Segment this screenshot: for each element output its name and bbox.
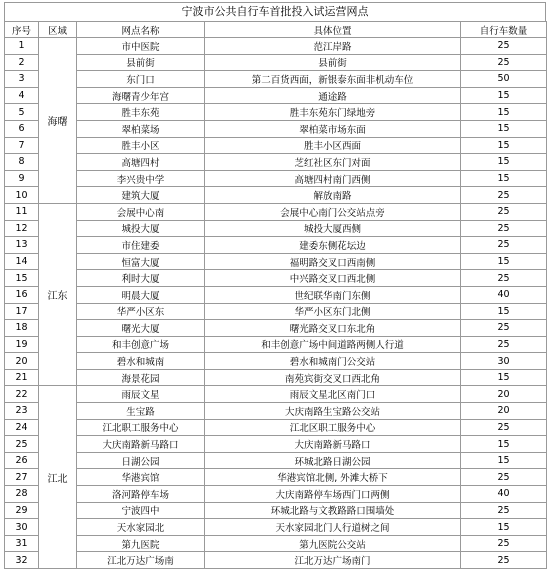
- cell-name: 天水家园北: [77, 519, 205, 536]
- cell-location: 环城北路日湖公园: [205, 452, 461, 469]
- cell-count: 15: [461, 452, 547, 469]
- cell-count: 15: [461, 120, 547, 137]
- cell-count: 25: [461, 203, 547, 220]
- cell-name: 市住建委: [77, 237, 205, 254]
- cell-no: 7: [5, 137, 39, 154]
- table-row: [5, 486, 547, 503]
- header-no: 序号: [5, 22, 39, 38]
- cell-name: 宁波四中: [77, 502, 205, 519]
- cell-no: 26: [5, 452, 39, 469]
- cell-count: 25: [461, 187, 547, 204]
- cell-location: 范江岸路: [205, 38, 461, 55]
- header-name: 网点名称: [77, 22, 205, 38]
- cell-no: 17: [5, 303, 39, 320]
- cell-location: 环城北路与文教路路口围墙处: [205, 502, 461, 519]
- cell-no: 9: [5, 170, 39, 187]
- cell-no: 21: [5, 369, 39, 386]
- table-row: [5, 303, 547, 320]
- cell-location: 天水家园北门人行道树之间: [205, 519, 461, 536]
- table-row: [5, 170, 547, 187]
- table-row: [5, 203, 547, 220]
- table-row: [5, 38, 547, 55]
- cell-count: 15: [461, 87, 547, 104]
- cell-name: 高塘四村: [77, 154, 205, 171]
- cell-no: 32: [5, 552, 39, 569]
- cell-count: 40: [461, 486, 547, 503]
- table-row: [5, 519, 547, 536]
- cell-location: 芝红社区东门对面: [205, 154, 461, 171]
- cell-name: 海景花园: [77, 369, 205, 386]
- cell-name: 翠柏菜场: [77, 120, 205, 137]
- cell-no: 5: [5, 104, 39, 121]
- cell-count: 25: [461, 237, 547, 254]
- table-row: [5, 137, 547, 154]
- table-row: [5, 452, 547, 469]
- cell-location: 胜丰小区西面: [205, 137, 461, 154]
- cell-no: 30: [5, 519, 39, 536]
- cell-name: 和丰创意广场: [77, 336, 205, 353]
- cell-name: 海曙青少年宫: [77, 87, 205, 104]
- table-row: [5, 336, 547, 353]
- cell-no: 19: [5, 336, 39, 353]
- cell-name: 雨辰文星: [77, 386, 205, 403]
- header-location: 具体位置: [205, 22, 461, 38]
- cell-name: 胜丰东苑: [77, 104, 205, 121]
- cell-name: 洛河路停车场: [77, 486, 205, 503]
- cell-no: 29: [5, 502, 39, 519]
- cell-location: 建委东侧花坛边: [205, 237, 461, 254]
- table-row: [5, 535, 547, 552]
- cell-no: 1: [5, 38, 39, 55]
- table-row: [5, 237, 547, 254]
- table-row: [5, 353, 547, 370]
- cell-count: 25: [461, 270, 547, 287]
- cell-location: 江北万达广场南门: [205, 552, 461, 569]
- cell-no: 22: [5, 386, 39, 403]
- cell-name: 江北职工服务中心: [77, 419, 205, 436]
- table-title: 宁波市公共自行车首批投入试运营网点: [4, 2, 546, 21]
- cell-count: 15: [461, 253, 547, 270]
- cell-location: 雨辰文星北区南门口: [205, 386, 461, 403]
- header-region: 区域: [39, 22, 77, 38]
- table-row: [5, 320, 547, 337]
- cell-location: 高塘四村南门西侧: [205, 170, 461, 187]
- cell-location: 华港宾馆北侧, 外滩大桥下: [205, 469, 461, 486]
- table-body: [5, 38, 547, 569]
- cell-count: 20: [461, 403, 547, 420]
- cell-name: 李兴贵中学: [77, 170, 205, 187]
- cell-location: 华严小区东门北侧: [205, 303, 461, 320]
- cell-location: 第九医院公交站: [205, 535, 461, 552]
- cell-no: 12: [5, 220, 39, 237]
- header-count: 自行车数量: [461, 22, 547, 38]
- cell-count: 25: [461, 502, 547, 519]
- cell-count: 25: [461, 552, 547, 569]
- header-row: [5, 22, 547, 38]
- cell-location: 大庆南路停车场西门口两侧: [205, 486, 461, 503]
- cell-location: 胜丰东苑东门绿地旁: [205, 104, 461, 121]
- cell-count: 15: [461, 154, 547, 171]
- cell-location: 大庆南路新马路口: [205, 436, 461, 453]
- table-row: [5, 502, 547, 519]
- cell-no: 11: [5, 203, 39, 220]
- table-row: [5, 220, 547, 237]
- cell-no: 28: [5, 486, 39, 503]
- cell-count: 25: [461, 336, 547, 353]
- cell-no: 31: [5, 535, 39, 552]
- table-row: [5, 369, 547, 386]
- cell-location: 大庆南路生宝路公交站: [205, 403, 461, 420]
- cell-no: 2: [5, 54, 39, 71]
- cell-name: 日湖公园: [77, 452, 205, 469]
- cell-name: 华严小区东: [77, 303, 205, 320]
- cell-count: 30: [461, 353, 547, 370]
- cell-name: 大庆南路新马路口: [77, 436, 205, 453]
- cell-region: 江北: [39, 386, 77, 569]
- table-row: [5, 154, 547, 171]
- cell-no: 14: [5, 253, 39, 270]
- cell-count: 25: [461, 54, 547, 71]
- cell-name: 建筑大厦: [77, 187, 205, 204]
- cell-name: 城投大厦: [77, 220, 205, 237]
- cell-no: 25: [5, 436, 39, 453]
- cell-location: 江北区职工服务中心: [205, 419, 461, 436]
- cell-no: 8: [5, 154, 39, 171]
- table-row: [5, 436, 547, 453]
- cell-count: 15: [461, 303, 547, 320]
- cell-location: 翠柏菜市场东面: [205, 120, 461, 137]
- cell-count: 25: [461, 419, 547, 436]
- cell-no: 16: [5, 286, 39, 303]
- table-row: [5, 87, 547, 104]
- cell-region: 江东: [39, 203, 77, 386]
- table-row: [5, 403, 547, 420]
- cell-no: 15: [5, 270, 39, 287]
- cell-name: 县前街: [77, 54, 205, 71]
- table-row: [5, 419, 547, 436]
- cell-count: 40: [461, 286, 547, 303]
- cell-no: 6: [5, 120, 39, 137]
- table-row: [5, 552, 547, 569]
- cell-location: 通途路: [205, 87, 461, 104]
- cell-count: 15: [461, 137, 547, 154]
- table-row: [5, 286, 547, 303]
- document: [4, 2, 546, 569]
- cell-location: 第二百货西面，新银泰东面非机动车位: [205, 71, 461, 88]
- cell-location: 解放南路: [205, 187, 461, 204]
- cell-count: 25: [461, 469, 547, 486]
- cell-no: 27: [5, 469, 39, 486]
- cell-location: 世纪联华南门东侧: [205, 286, 461, 303]
- cell-name: 明晨大厦: [77, 286, 205, 303]
- table-row: [5, 120, 547, 137]
- cell-location: 南苑宾街交叉口西北角: [205, 369, 461, 386]
- table-row: [5, 187, 547, 204]
- outlet-table: [4, 21, 547, 569]
- cell-name: 市中医院: [77, 38, 205, 55]
- cell-count: 25: [461, 38, 547, 55]
- cell-name: 胜丰小区: [77, 137, 205, 154]
- cell-count: 25: [461, 320, 547, 337]
- cell-region: 海曙: [39, 38, 77, 204]
- cell-location: 会展中心南门公交站点旁: [205, 203, 461, 220]
- cell-location: 县前街: [205, 54, 461, 71]
- cell-name: 第九医院: [77, 535, 205, 552]
- cell-name: 恒富大厦: [77, 253, 205, 270]
- cell-no: 18: [5, 320, 39, 337]
- cell-count: 15: [461, 170, 547, 187]
- cell-name: 华港宾馆: [77, 469, 205, 486]
- cell-location: 和丰创意广场中间道路两侧人行道: [205, 336, 461, 353]
- cell-no: 4: [5, 87, 39, 104]
- cell-count: 50: [461, 71, 547, 88]
- cell-location: 曙光路交叉口东北角: [205, 320, 461, 337]
- cell-count: 15: [461, 369, 547, 386]
- table-row: [5, 71, 547, 88]
- cell-no: 20: [5, 353, 39, 370]
- cell-count: 25: [461, 220, 547, 237]
- cell-no: 10: [5, 187, 39, 204]
- cell-count: 20: [461, 386, 547, 403]
- table-row: [5, 54, 547, 71]
- table-row: [5, 104, 547, 121]
- cell-name: 利时大厦: [77, 270, 205, 287]
- cell-location: 碧水和城南门公交站: [205, 353, 461, 370]
- cell-name: 曙光大厦: [77, 320, 205, 337]
- cell-no: 23: [5, 403, 39, 420]
- cell-location: 福明路交叉口西南侧: [205, 253, 461, 270]
- table-row: [5, 253, 547, 270]
- cell-count: 25: [461, 535, 547, 552]
- cell-no: 3: [5, 71, 39, 88]
- table-row: [5, 386, 547, 403]
- cell-location: 中兴路交叉口西北侧: [205, 270, 461, 287]
- cell-location: 城投大厦西侧: [205, 220, 461, 237]
- cell-name: 碧水和城南: [77, 353, 205, 370]
- cell-name: 会展中心南: [77, 203, 205, 220]
- cell-count: 15: [461, 436, 547, 453]
- cell-count: 15: [461, 104, 547, 121]
- table-row: [5, 270, 547, 287]
- cell-name: 江北万达广场南: [77, 552, 205, 569]
- cell-no: 24: [5, 419, 39, 436]
- table-row: [5, 469, 547, 486]
- cell-no: 13: [5, 237, 39, 254]
- cell-name: 生宝路: [77, 403, 205, 420]
- cell-count: 15: [461, 519, 547, 536]
- cell-name: 东门口: [77, 71, 205, 88]
